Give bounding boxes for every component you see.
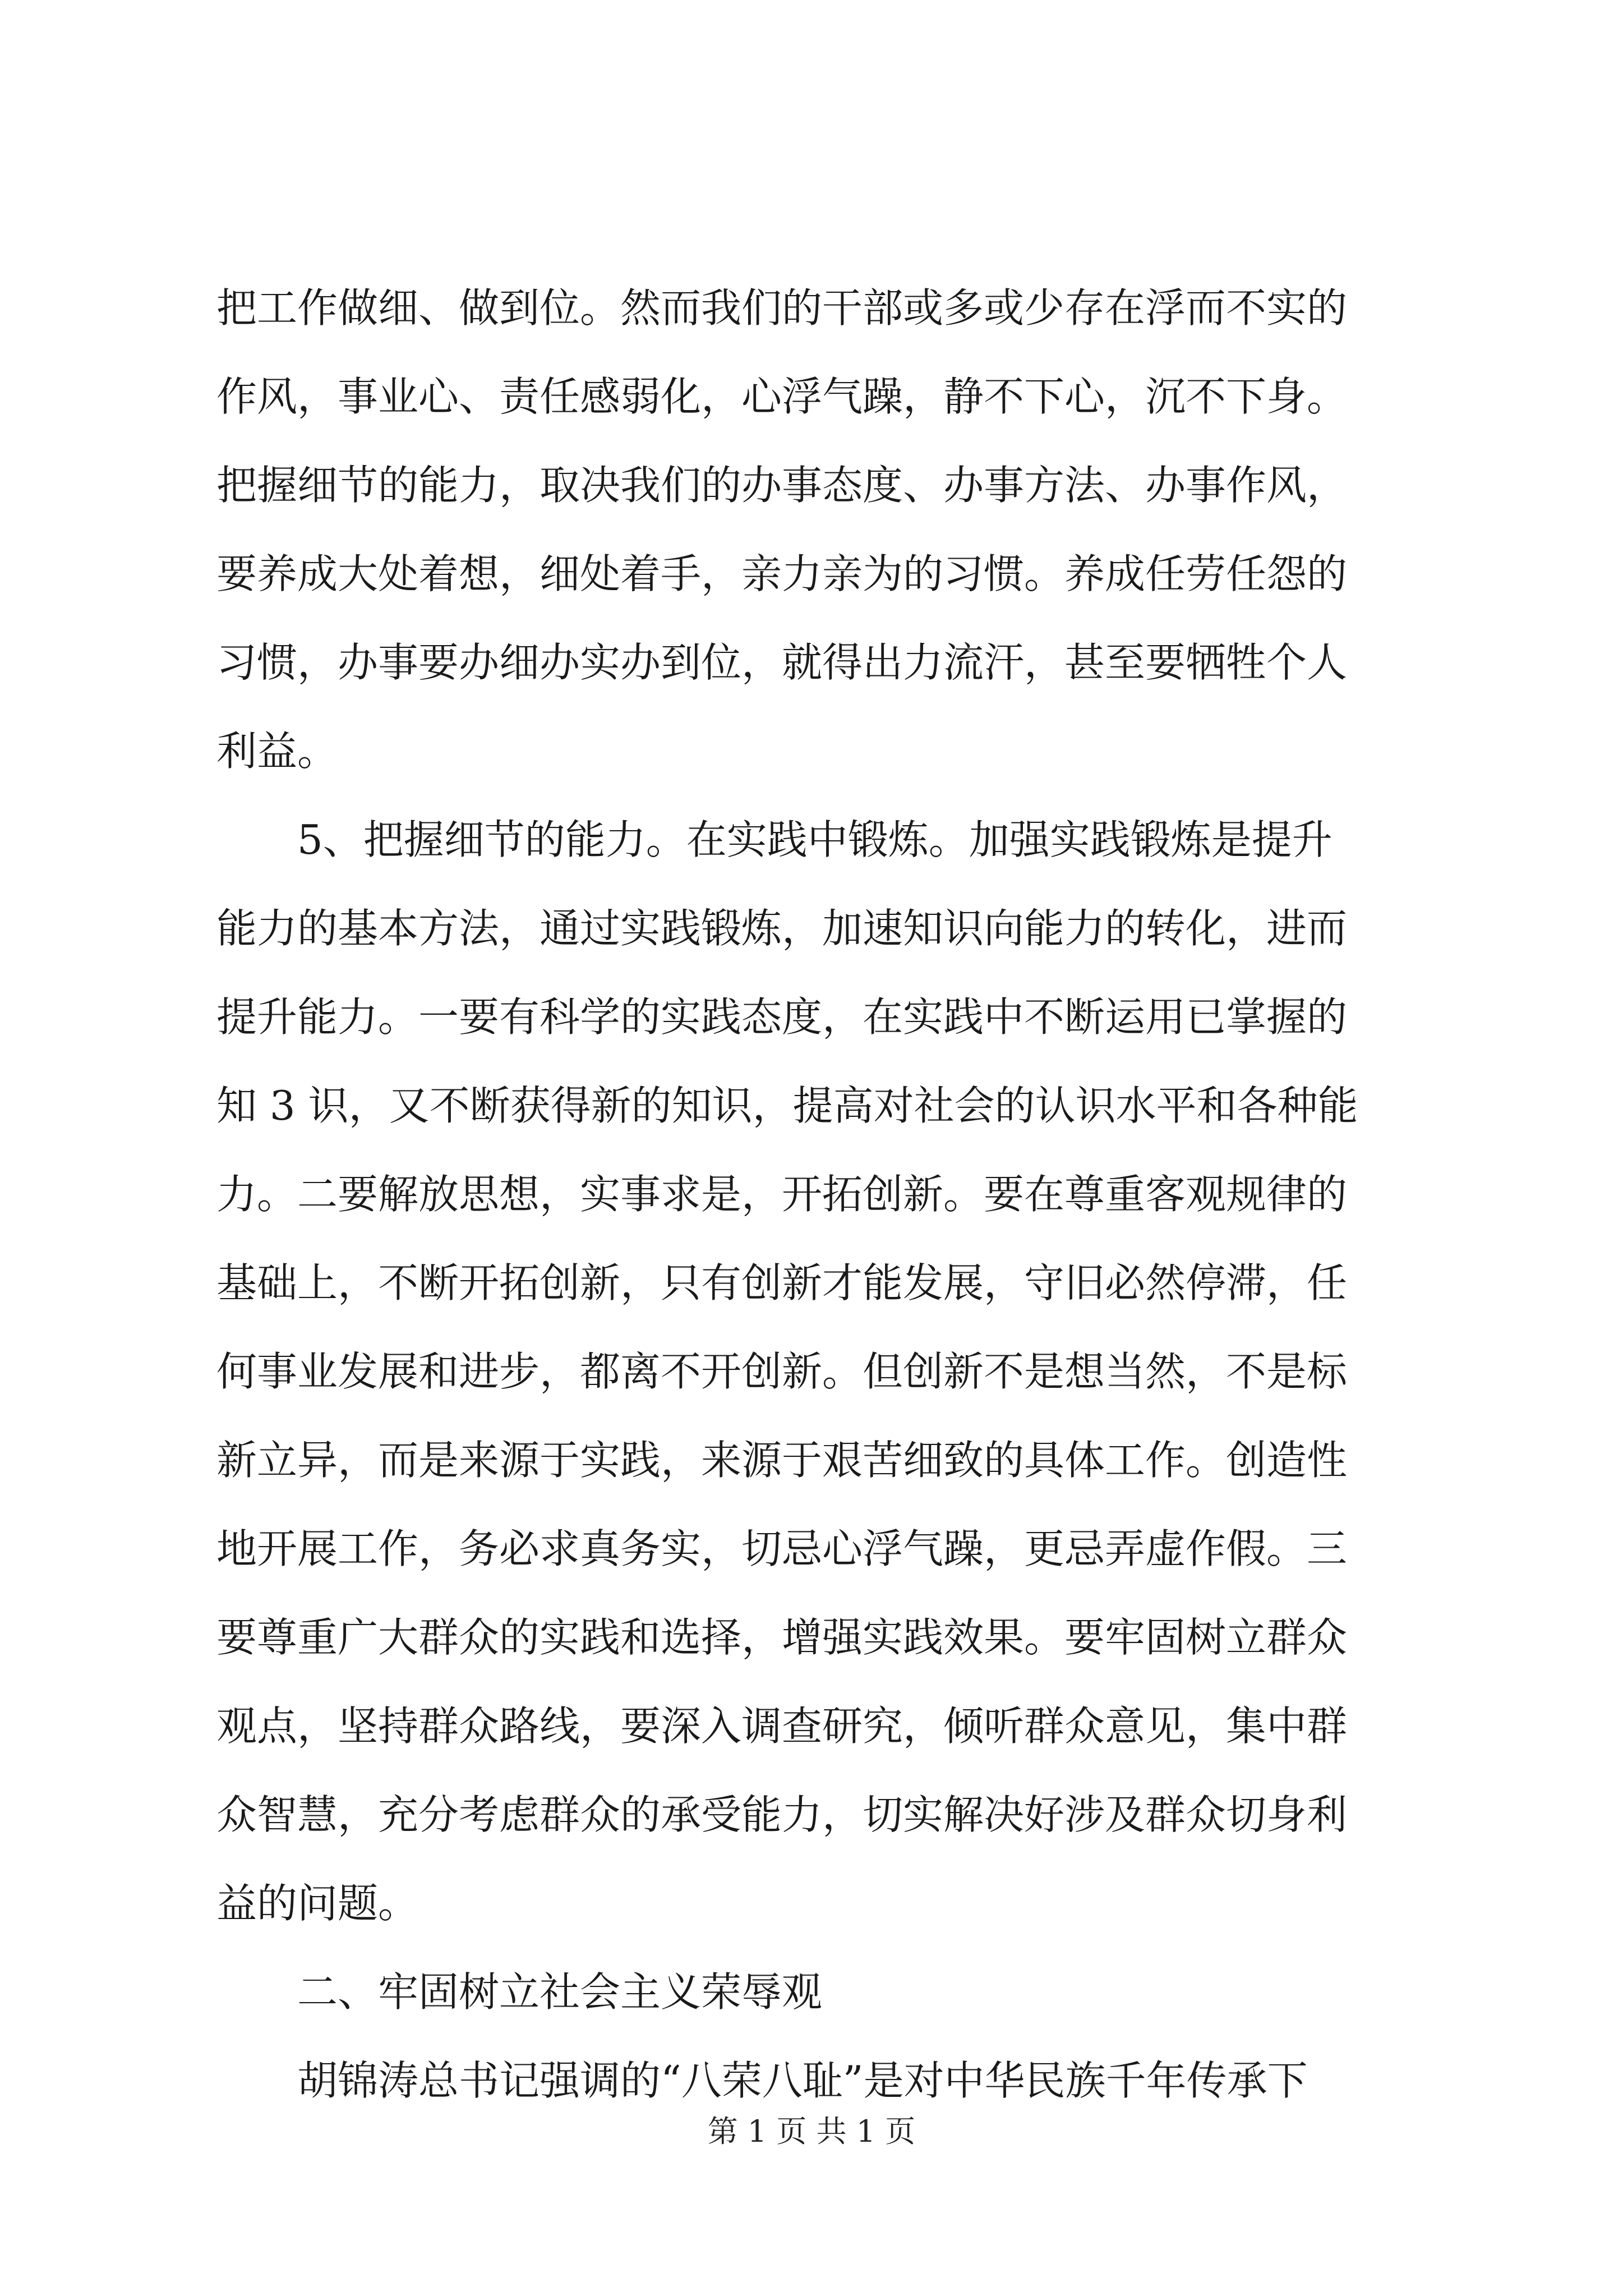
text-line: 习惯，办事要办细办实办到位，就得出力流汗，甚至要牺牲个人 <box>216 639 1348 686</box>
text-line: 提升能力。一要有科学的实践态度，在实践中不断运用已掌握的 <box>216 993 1348 1041</box>
text-line: 基础上，不断开拓创新，只有创新才能发展，守旧必然停滞，任 <box>216 1259 1348 1306</box>
text-line: 众智慧，充分考虑群众的承受能力，切实解决好涉及群众切身利 <box>216 1791 1348 1838</box>
text-line: 力。二要解放思想，实事求是，开拓创新。要在尊重客观规律的 <box>216 1171 1348 1218</box>
text-line: 要养成大处着想，细处着手，亲力亲为的习惯。养成任劳任怨的 <box>216 550 1348 597</box>
text-line: 要尊重广大群众的实践和选择，增强实践效果。要牢固树立群众 <box>216 1614 1348 1661</box>
text-line: 5、把握细节的能力。在实践中锻炼。加强实践锻炼是提升 <box>216 816 1332 863</box>
text-line: 利益。 <box>216 728 338 775</box>
text-line: 胡锦涛总书记强调的“八荣八耻”是对中华民族千年传承下 <box>216 2057 1308 2104</box>
text-line: 新立异，而是来源于实践，来源于艰苦细致的具体工作。创造性 <box>216 1437 1348 1484</box>
text-line: 益的问题。 <box>216 1880 419 1927</box>
page-number-footer: 第 1 页 共 1 页 <box>707 2114 916 2149</box>
text-line: 作风，事业心、责任感弱化，心浮气躁，静不下心，沉不下身。 <box>216 373 1348 420</box>
text-line: 知 3 识，又不断获得新的知识，提高对社会的认识水平和各种能 <box>216 1082 1358 1129</box>
text-line: 何事业发展和进步，都离不开创新。但创新不是想当然，不是标 <box>216 1348 1348 1395</box>
document-body <box>216 264 1422 2125</box>
text-line: 观点，坚持群众路线，要深入调查研究，倾听群众意见，集中群 <box>216 1703 1348 1750</box>
text-line: 能力的基本方法，通过实践锻炼，加速知识向能力的转化，进而 <box>216 905 1348 952</box>
text-line: 把工作做细、做到位。然而我们的干部或多或少存在浮而不实的 <box>216 284 1348 332</box>
section-heading: 二、牢固树立社会主义荣辱观 <box>216 1968 823 2016</box>
text-line: 地开展工作，务必求真务实，切忌心浮气躁，更忌弄虚作假。三 <box>216 1525 1348 1572</box>
text-line: 把握细节的能力，取决我们的办事态度、办事方法、办事作风， <box>216 462 1348 509</box>
